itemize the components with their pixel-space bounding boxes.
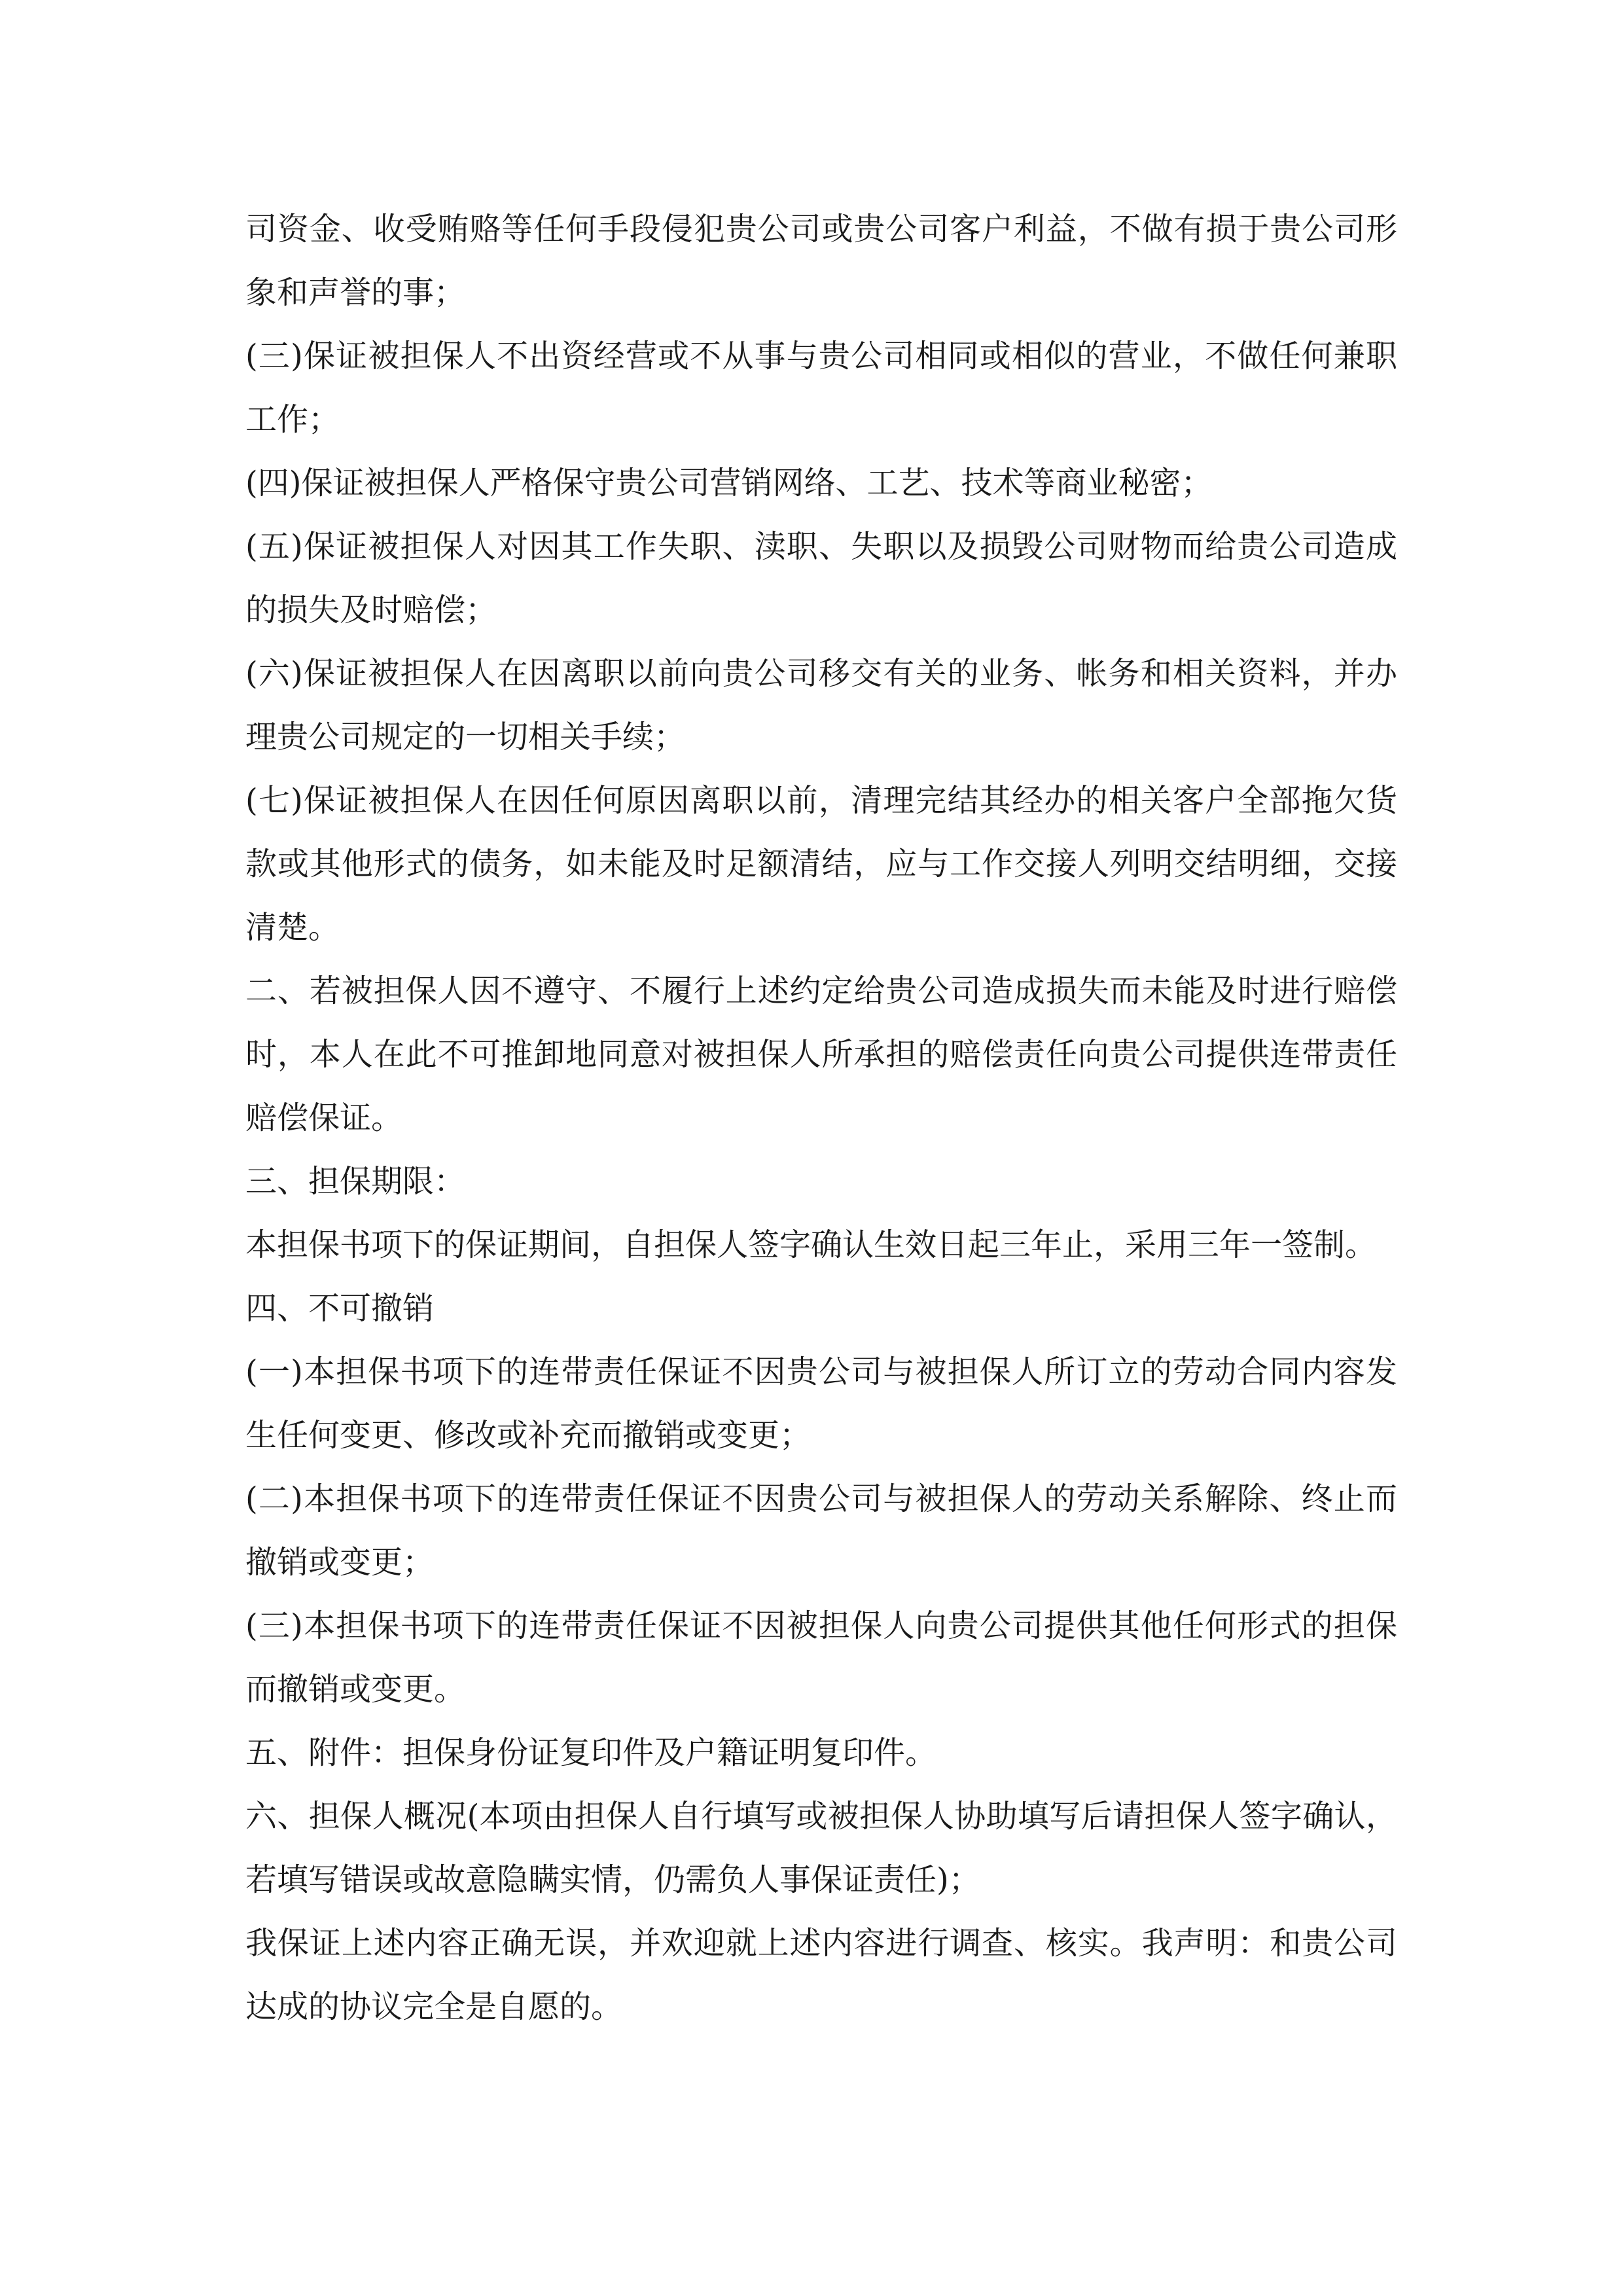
section-5-attachments: 五、附件：担保身份证复印件及户籍证明复印件。 (245, 1734, 937, 1771)
section-4-item-1: (一)本担保书项下的连带责任保证不因贵公司与被担保人所订立的劳动合同内容发生任何变更、修改或补充而撤销或变更； (245, 1354, 1397, 1454)
clause-item-5: (五)保证被担保人对因其工作失职、渎职、失职以及损毁公司财物而给贵公司造成的损失及时赔偿； (245, 528, 1397, 628)
section-3-heading: 三、担保期限： (245, 1163, 466, 1200)
section-4-item-3: (三)本担保书项下的连带责任保证不因被担保人向贵公司提供其他任何形式的担保而撤销或变更。 (245, 1607, 1397, 1708)
section-2-joint-liability: 二、若被担保人因不遵守、不履行上述约定给贵公司造成损失而未能及时进行赔偿时，本人在此不可推卸地同意对被担保人所承担的赔偿责任向贵公司提供连带责任赔偿保证。 (245, 973, 1397, 1136)
clause-item-4: (四)保证被担保人严格保守贵公司营销网络、工艺、技术等商业秘密； (245, 465, 1213, 501)
section-4-heading: 四、不可撤销 (245, 1290, 435, 1327)
section-4-item-2: (二)本担保书项下的连带责任保证不因贵公司与被担保人的劳动关系解除、终止而撤销或变更； (245, 1480, 1397, 1581)
clause-continuation: 司资金、收受贿赂等任何手段侵犯贵公司或贵公司客户利益，不做有损于贵公司形象和声誉的事； (245, 211, 1397, 311)
clause-item-3: (三)保证被担保人不出资经营或不从事与贵公司相同或相似的营业，不做任何兼职工作； (245, 338, 1397, 438)
section-3-term: 本担保书项下的保证期间，自担保人签字确认生效日起三年止，采用三年一签制。 (245, 1227, 1377, 1263)
declaration: 我保证上述内容正确无误，并欢迎就上述内容进行调查、核实。我声明：和贵公司达成的协议完全是自愿的。 (245, 1925, 1397, 2025)
clause-item-6: (六)保证被担保人在因离职以前向贵公司移交有关的业务、帐务和相关资料，并办理贵公司规定的一切相关手续； (245, 655, 1397, 755)
document-body (245, 198, 1397, 2039)
section-6-guarantor-info: 六、担保人概况(本项由担保人自行填写或被担保人协助填写后请担保人签字确认，若填写错误或故意隐瞒实情，仍需负人事保证责任)； (245, 1798, 1397, 1898)
clause-item-7: (七)保证被担保人在因任何原因离职以前，清理完结其经办的相关客户全部拖欠货款或其他形式的债务，如未能及时足额清结，应与工作交接人列明交结明细，交接清楚。 (245, 782, 1397, 946)
